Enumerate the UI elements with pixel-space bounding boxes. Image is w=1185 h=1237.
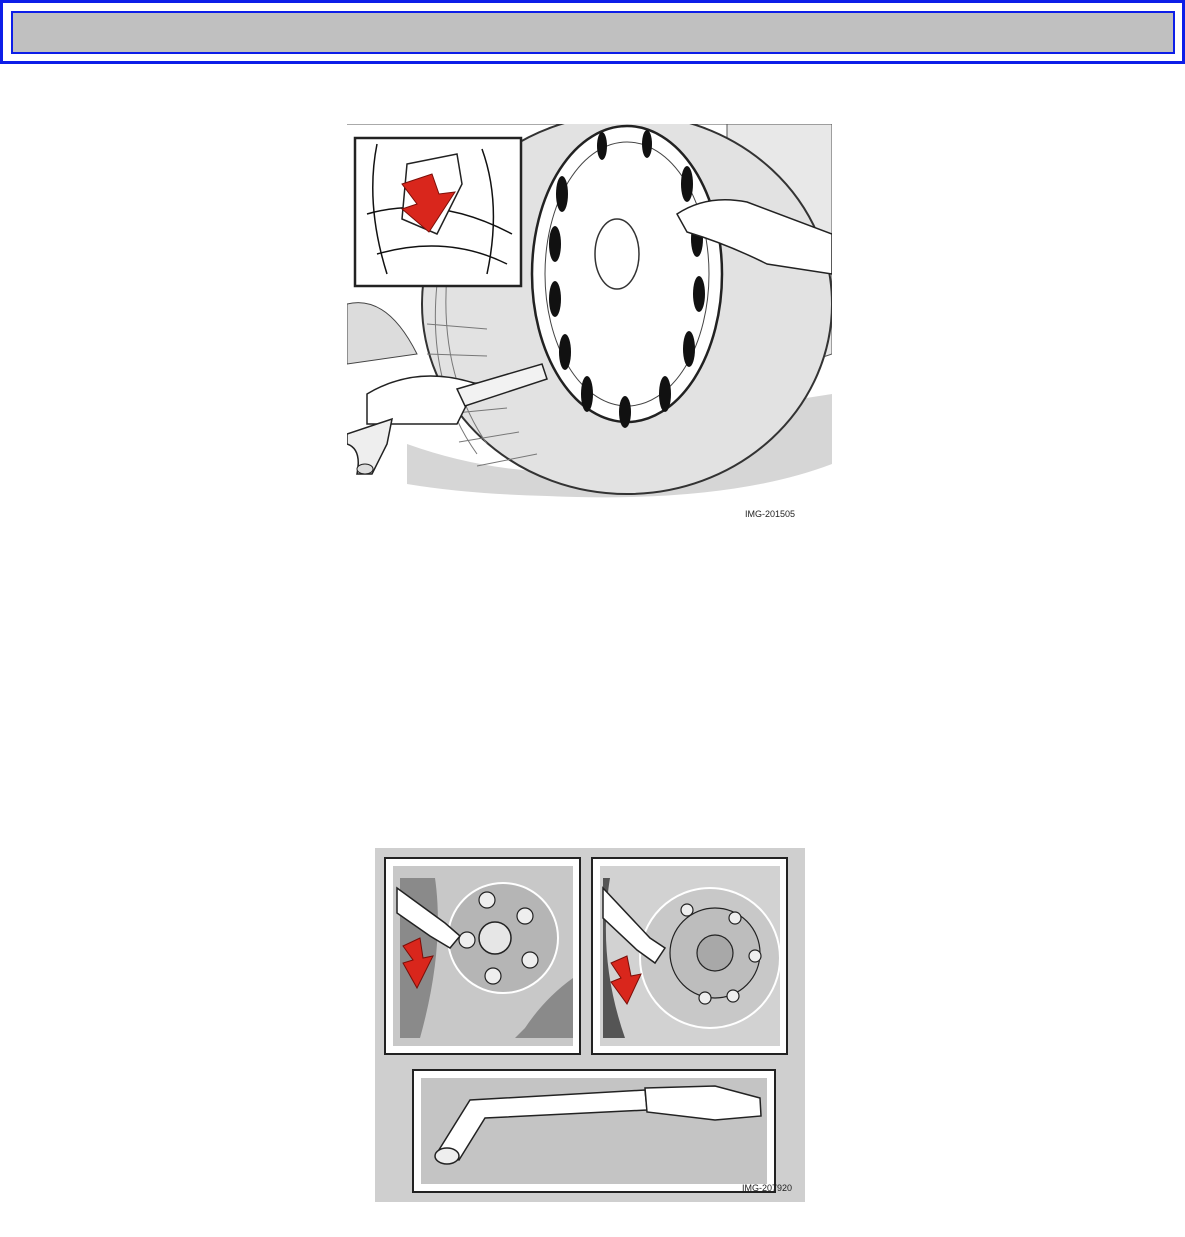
page-header-bar: [0, 0, 1185, 64]
hubcap-removal-illustration: [347, 124, 832, 522]
figure-2-image-id: IMG-207920: [742, 1183, 793, 1193]
figure-1-image-id: IMG-201505: [745, 509, 796, 519]
wheel-bolt-wrench-illustration: [375, 848, 805, 1202]
page-header-inner: [11, 11, 1175, 54]
wheel-bolt-wrench-drawing: [375, 848, 805, 1202]
hubcap-removal-drawing: [347, 124, 832, 522]
